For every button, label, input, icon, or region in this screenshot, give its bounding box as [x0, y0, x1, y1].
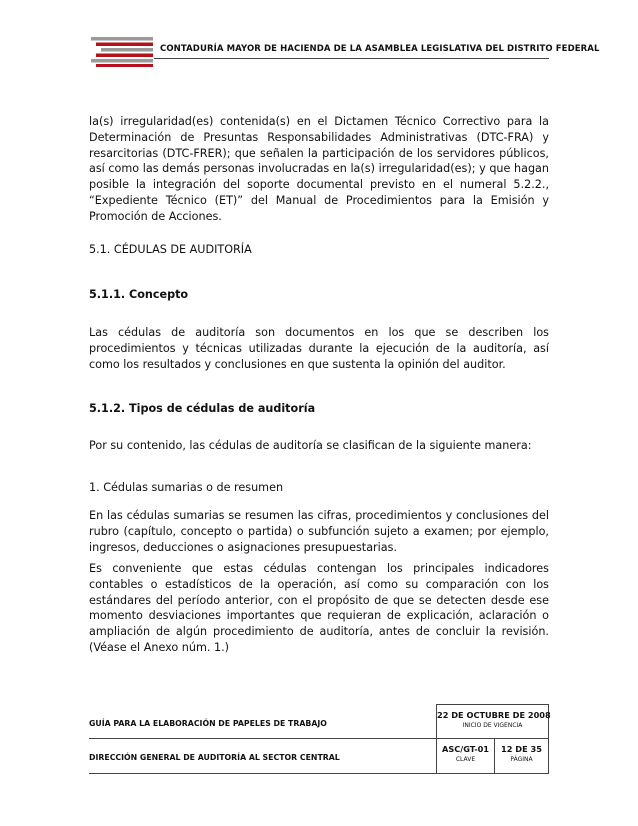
- paragraph-classification: Por su contenido, las cédulas de auditoría se clasifican de la siguiente manera:: [89, 439, 532, 452]
- paragraph-irregularities: la(s) irregularidad(es) contenida(s) en el Dictamen Técnico Correctivo para la Determinación de Presuntas Responsabilidades Administrativas (DTC-FRA) y resarcitorias (DTC-FRER); que señalen la participación de los servidores públicos, así como las demás personas involucradas en la(s) irregularidad(es); y que hagan posible la integración del soporte documental previsto en el numeral 5.2.2., “Expediente Técnico (ET)” del Manual de Procedimientos para la Emisión y Promoción de Acciones.: [89, 115, 549, 223]
- footer-page-label: PÁGINA: [510, 756, 533, 763]
- paragraph-summary-cards: En las cédulas sumarias se resumen las cifras, procedimientos y conclusiones del rubro (capítulo, concepto o partida) o subfunción sujeto a examen; por ejemplo, ingresos, deducciones o asignaciones presupuestarias.: [89, 509, 549, 554]
- section-heading-5-1: 5.1. CÉDULAS DE AUDITORÍA: [89, 243, 252, 256]
- institution-logo: [91, 37, 153, 67]
- paragraph-indicators: Es conveniente que estas cédulas contengan los principales indicadores contables o estadísticos de la operación, así como su comparación con los estándares del período anterior, con el propósito de que se detecten desde ese momento desviaciones importantes que requieran de explicación, aclaración o ampliación de algún procedimiento de auditoría, antes de concluir la revisión. (Véase el Anexo núm. 1.): [89, 562, 549, 654]
- footer-date: 22 DE OCTUBRE DE 2008: [437, 710, 551, 720]
- section-heading-5-1-1: 5.1.1. Concepto: [89, 288, 189, 301]
- footer-code-box: [436, 738, 495, 774]
- footer-date-box: [436, 704, 549, 739]
- footer-page: 12 DE 35: [501, 744, 542, 754]
- header-divider: [154, 58, 549, 59]
- footer-code: ASC/GT-01: [442, 744, 489, 754]
- section-heading-5-1-2: 5.1.2. Tipos de cédulas de auditoría: [89, 402, 316, 415]
- footer-page-box: [494, 738, 549, 774]
- footer-guide-title: GUÍA PARA LA ELABORACIÓN DE PAPELES DE TRABAJO: [89, 719, 327, 728]
- list-item-summary-cards: 1. Cédulas sumarias o de resumen: [89, 481, 284, 494]
- footer-code-label: CLAVE: [455, 756, 476, 763]
- footer-date-label: INICIO DE VIGENCIA: [462, 722, 523, 729]
- footer-department: DIRECCIÓN GENERAL DE AUDITORÍA AL SECTOR CENTRAL: [89, 753, 340, 762]
- paragraph-concept: Las cédulas de auditoría son documentos en los que se describen los procedimientos y técnicas utilizadas durante la ejecución de la auditoría, así como los resultados y conclusiones en que sustenta la opinión del auditor.: [89, 326, 549, 371]
- header-title: CONTADURÍA MAYOR DE HACIENDA DE LA ASAMBLEA LEGISLATIVA DEL DISTRITO FEDERAL: [160, 44, 600, 54]
